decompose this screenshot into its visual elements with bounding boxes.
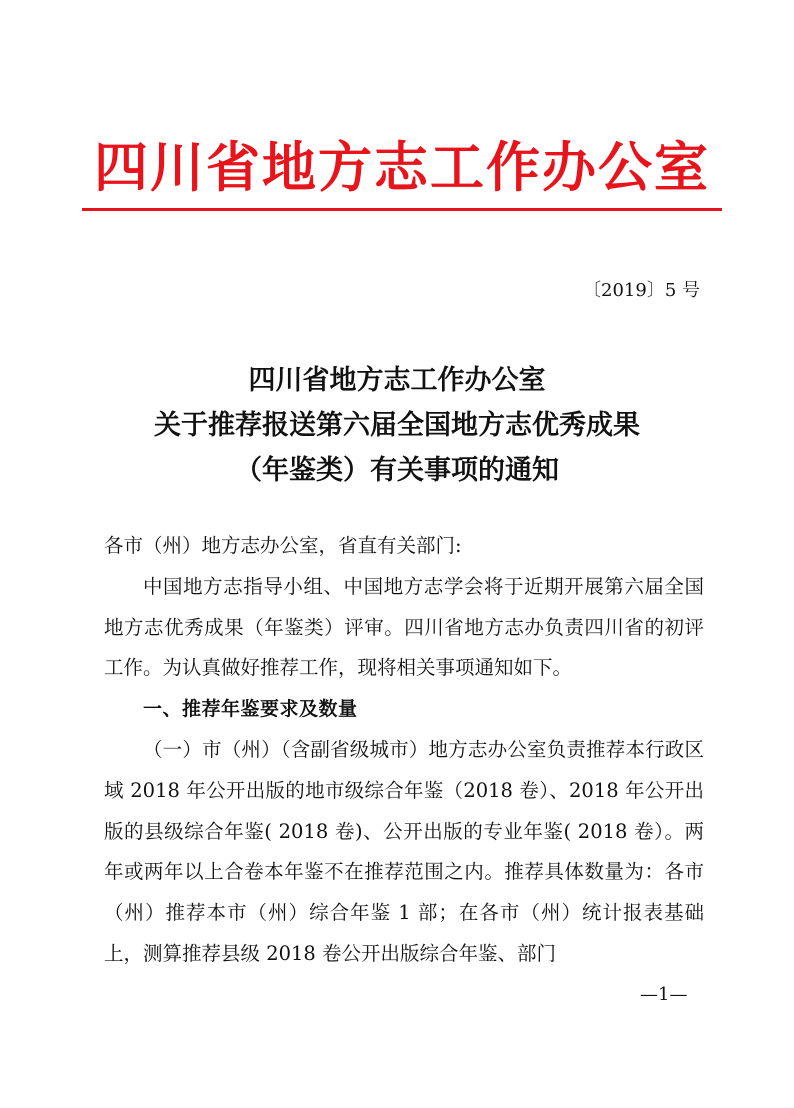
document-title (94, 358, 700, 493)
document-number: 〔2019〕5 号 (583, 280, 700, 301)
document-body (104, 526, 704, 975)
intro-paragraph: 中国地方志指导小组、中国地方志学会将于近期开展第六届全国地方志优秀成果（年鉴类）评审。四川省地方志办负责四川省的初评工作。为认真做好推荐工作，现将相关事项通知如下。 (104, 574, 704, 680)
issuing-authority-header: 四川省地方志工作办公室 (94, 135, 710, 199)
section-1-heading: 一、推荐年鉴要求及数量 (143, 698, 358, 721)
section-1-paragraph: （一）市（州）（含副省级城市）地方志办公室负责推荐本行政区域 2018 年公开出版的地市级综合年鉴（2018 卷）、2018 年公开出版的县级综合年鉴( 2018 卷)、公开出版的专业年鉴( 2018 卷）。两年或两年以上合卷本年鉴不在推荐范围之内。推荐具体数量为：各市（州）推荐本市（州）综合年鉴 1 部；在各市（州）统计报表基础上，测算推荐县级 2018 卷公开出版综合年鉴、部门 (104, 737, 704, 965)
title-line-1: 四川省地方志工作办公室 (248, 365, 546, 396)
header-red-rule (82, 208, 722, 211)
page-number: —1— (640, 984, 688, 1005)
title-line-2: 关于推荐报送第六届全国地方志优秀成果 (154, 410, 640, 441)
title-line-3: （年鉴类）有关事项的通知 (235, 455, 559, 486)
salutation: 各市（州）地方志办公室，省直有关部门: (104, 534, 462, 557)
